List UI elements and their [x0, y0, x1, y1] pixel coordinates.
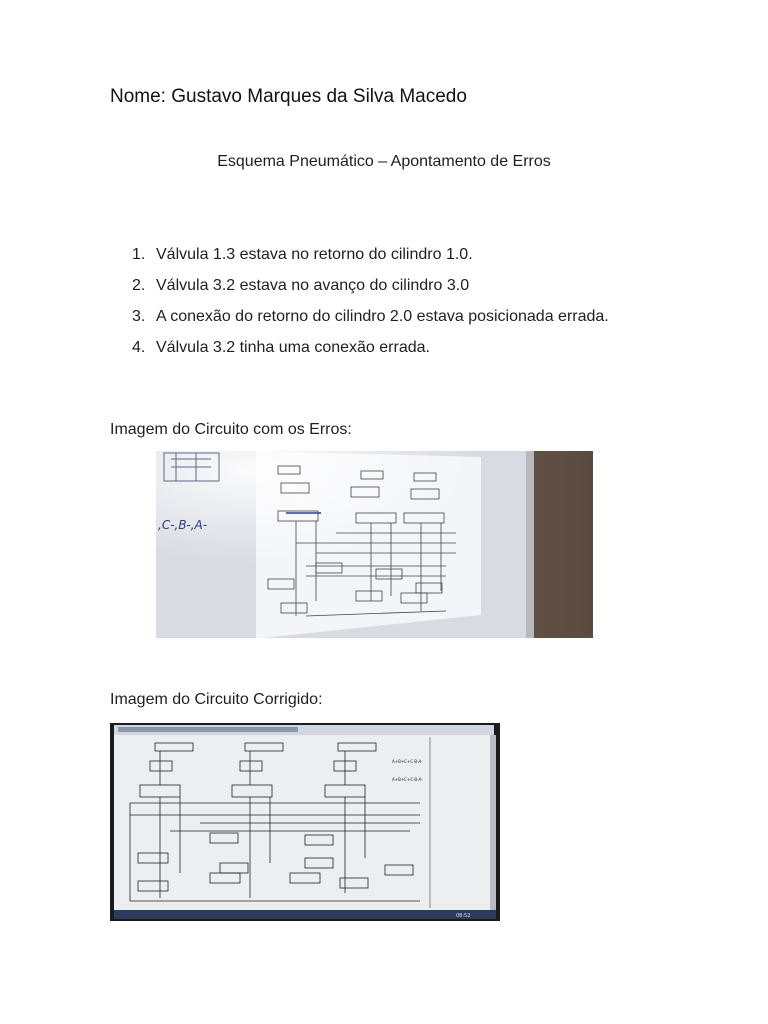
taskbar-clock: 08:52 [456, 913, 471, 919]
caption-circuit-corrected: Imagem do Circuito Corrigido: [110, 691, 323, 708]
student-name: Nome: Gustavo Marques da Silva Macedo [110, 86, 467, 107]
item-number: 2. [132, 277, 146, 294]
whiteboard-note: ,C-,B-,A- [158, 518, 208, 532]
item-text: Válvula 3.2 tinha uma conexão errada. [156, 339, 430, 356]
circuit-corrected-photo [110, 723, 500, 921]
list-item [110, 244, 630, 265]
document-subtitle: Esquema Pneumático – Apontamento de Erros [217, 153, 551, 170]
sequence-label-2: A+B+C+C-B-A- [392, 777, 423, 782]
item-number: 1. [132, 246, 146, 263]
item-number: 3. [132, 308, 146, 325]
sequence-label-1: A+B+C+C-B-A- [392, 759, 423, 764]
item-text: Válvula 1.3 estava no retorno do cilindro 1.0. [156, 246, 473, 263]
circuit-with-errors-photo [156, 451, 593, 638]
item-text: Válvula 3.2 estava no avanço do cilindro 3.0 [156, 277, 470, 294]
list-item [110, 275, 630, 296]
error-list [110, 244, 630, 368]
caption-circuit-with-errors: Imagem do Circuito com os Erros: [110, 421, 352, 438]
list-item [110, 337, 630, 358]
item-text: A conexão do retorno do cilindro 2.0 estava posicionada errada. [156, 308, 609, 325]
item-number: 4. [132, 339, 146, 356]
list-item [110, 306, 630, 327]
